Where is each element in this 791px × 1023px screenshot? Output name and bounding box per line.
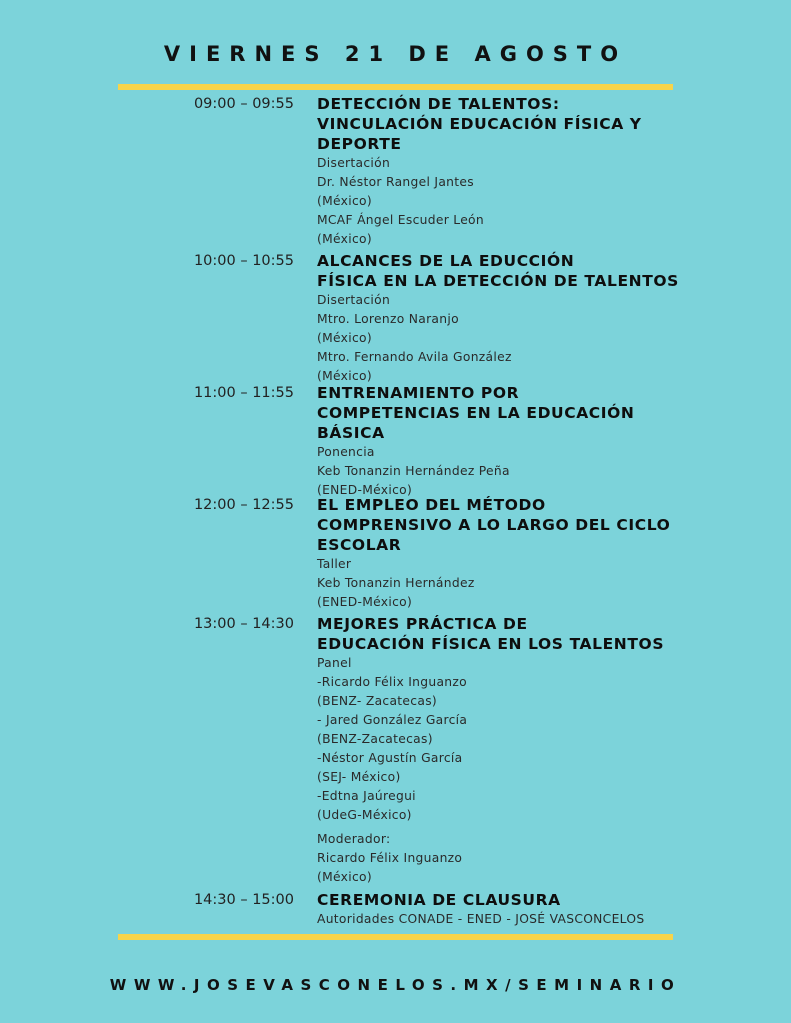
entry-title-line: DETECCIÓN DE TALENTOS:: [317, 95, 560, 113]
entry-detail: Autoridades CONADE - ENED - JOSÉ VASCONCELOS: [317, 912, 645, 926]
entry-detail: -Ricardo Félix Inguanzo: [317, 675, 467, 689]
entry-detail: (México): [317, 194, 372, 208]
entry-detail: Ponencia: [317, 445, 375, 459]
bottom-divider: [118, 934, 673, 940]
entry-detail: (BENZ- Zacatecas): [317, 694, 437, 708]
entry-detail: Panel: [317, 656, 352, 670]
entry-title-line: MEJORES PRÁCTICA DE: [317, 615, 528, 633]
entry-time: 13:00 – 14:30: [193, 616, 294, 632]
entry-detail: (ENED-México): [317, 595, 413, 609]
moderator-name: Ricardo Félix Inguanzo: [317, 851, 463, 865]
entry-detail: (SEJ- México): [317, 770, 401, 784]
entry-title-line: EDUCACIÓN FÍSICA EN LOS TALENTOS: [317, 635, 665, 653]
entry-detail: -Edtna Jaúregui: [317, 789, 416, 803]
entry-detail: MCAF Ángel Escuder León: [317, 213, 484, 227]
entry-detail: Dr. Néstor Rangel Jantes: [317, 175, 474, 189]
entry-time: 12:00 – 12:55: [193, 497, 294, 513]
entry-time: 10:00 – 10:55: [193, 253, 294, 269]
entry-title-line: ESCOLAR: [317, 536, 402, 554]
footer-url: WWW.JOSEVASCONELOS.MX/SEMINARIO: [109, 976, 682, 994]
entry-title-line: EL EMPLEO DEL MÉTODO: [317, 496, 546, 514]
entry-time: 09:00 – 09:55: [193, 96, 294, 112]
entry-title-line: BÁSICA: [317, 424, 385, 442]
entry-detail: -Néstor Agustín García: [317, 751, 463, 765]
entry-detail: Keb Tonanzin Hernández: [317, 576, 475, 590]
entry-title-line: FÍSICA EN LA DETECCIÓN DE TALENTOS: [317, 272, 679, 290]
entry-detail: - Jared González García: [317, 713, 468, 727]
entry-detail: Mtro. Lorenzo Naranjo: [317, 312, 459, 326]
entry-title-line: ALCANCES DE LA EDUCCIÓN: [317, 252, 575, 270]
entry-title-line: DEPORTE: [317, 135, 402, 153]
entry-title-line: ENTRENAMIENTO POR: [317, 384, 520, 402]
entry-time: 14:30 – 15:00: [193, 892, 294, 908]
entry-detail: (México): [317, 369, 372, 383]
entry-title-line: VINCULACIÓN EDUCACIÓN FÍSICA Y: [317, 115, 642, 133]
entry-title-line: COMPETENCIAS EN LA EDUCACIÓN: [317, 404, 635, 422]
page-title: VIERNES 21 DE AGOSTO: [163, 42, 628, 66]
entry-title-line: CEREMONIA DE CLAUSURA: [317, 891, 561, 909]
entry-detail: (UdeG-México): [317, 808, 412, 822]
entry-detail: (México): [317, 331, 372, 345]
entry-detail: (ENED-México): [317, 483, 413, 497]
entry-title-line: COMPRENSIVO A LO LARGO DEL CICLO: [317, 516, 671, 534]
entry-detail: (México): [317, 232, 372, 246]
moderator-label: Moderador:: [317, 832, 391, 846]
entry-detail: Disertación: [317, 156, 391, 170]
entry-time: 11:00 – 11:55: [193, 385, 294, 401]
entry-detail: (BENZ-Zacatecas): [317, 732, 433, 746]
entry-detail: Mtro. Fernando Avila González: [317, 350, 512, 364]
entry-detail: Keb Tonanzin Hernández Peña: [317, 464, 510, 478]
entry-detail: Taller: [317, 557, 352, 571]
entry-detail: Disertación: [317, 293, 391, 307]
moderator-country: (México): [317, 870, 372, 884]
top-divider: [118, 84, 673, 90]
